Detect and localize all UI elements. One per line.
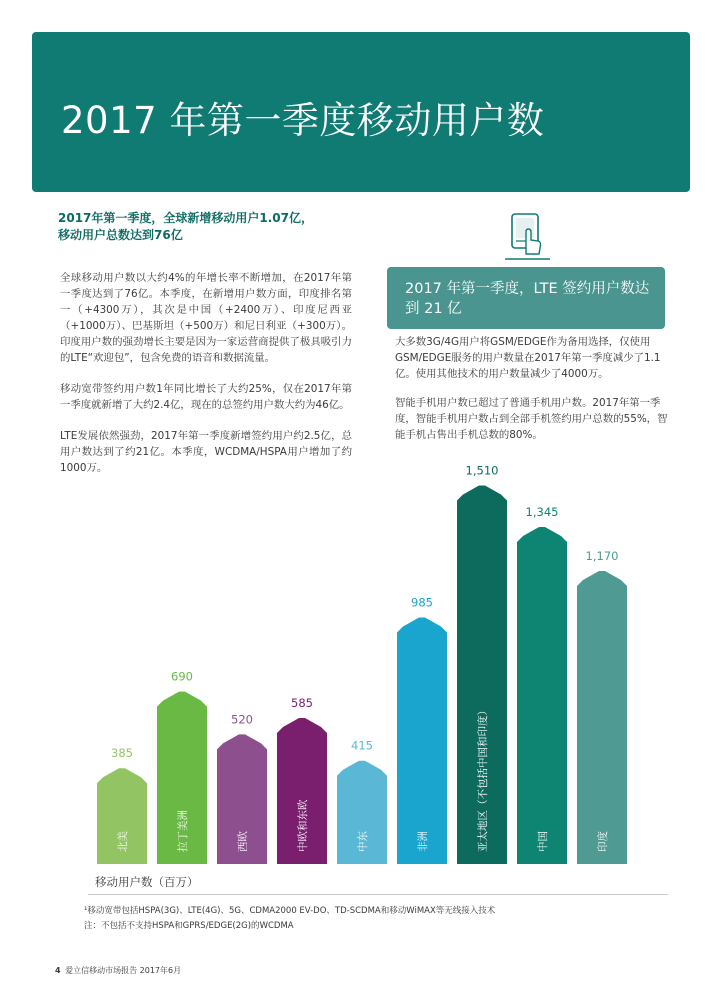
bar-value-label: 415 bbox=[351, 738, 373, 753]
bar bbox=[397, 617, 447, 864]
bar-value-label: 690 bbox=[171, 669, 193, 684]
bar-value-label: 1,170 bbox=[585, 548, 619, 563]
category-label: 北美 bbox=[117, 831, 129, 852]
lead-line-2: 移动用户总数达到76亿 bbox=[58, 228, 183, 242]
bar-value-label: 1,510 bbox=[465, 463, 499, 478]
category-label: 中东 bbox=[357, 831, 369, 852]
chart-axis-label: 移动用户数（百万） bbox=[95, 875, 199, 889]
lte-highlight-title: 2017 年第一季度，LTE 签约用户数达到 21 亿 bbox=[405, 281, 650, 317]
category-label: 印度 bbox=[597, 831, 609, 852]
category-label: 西欧 bbox=[237, 831, 249, 852]
bar-value-label: 985 bbox=[411, 595, 433, 610]
bar-value-label: 385 bbox=[111, 746, 133, 761]
page-number: 4 bbox=[55, 966, 61, 975]
sidebar-paragraph: 智能手机用户数已超过了普通手机用户数。2017年第一季度，智能手机用户数占到全部手机签约用户总数的55%，智能手机占售出手机总数的80%。 bbox=[395, 397, 668, 441]
sidebar-paragraph: 大多数3G/4G用户将GSM/EDGE作为备用选择，仅使用GSM/EDGE服务的用户数量在2017年第一季度减少了1.1亿。使用其他技术的用户数量减少了4000万。 bbox=[395, 336, 661, 380]
page-footer bbox=[55, 965, 181, 976]
lead-line-1: 2017年第一季度，全球新增移动用户1.07亿， bbox=[58, 211, 314, 225]
page-title: 2017 年第一季度移动用户数 bbox=[61, 99, 545, 142]
body-paragraph: 移动宽带签约用户数1年同比增长了大约25%，仅在2017年第一季度就新增了大约2.4亿，现在的总签约用户数大约为46亿。 bbox=[60, 383, 352, 411]
category-label: 非洲 bbox=[417, 831, 429, 852]
category-label: 亚太地区（不包括中国和印度） bbox=[477, 705, 489, 852]
bar-value-label: 520 bbox=[231, 712, 253, 727]
bar-value-label: 1,345 bbox=[525, 505, 559, 520]
body-paragraph: LTE发展依然强劲，2017年第一季度新增签约用户约2.5亿，总用户数达到了约21亿。本季度，WCDMA/HSPA用户增加了约1000万。 bbox=[60, 430, 352, 474]
category-label: 中国 bbox=[537, 831, 549, 852]
category-label: 中欧和东欧 bbox=[297, 799, 309, 852]
bar-value-label: 585 bbox=[291, 695, 313, 710]
footnote-1: ¹移动宽带包括HSPA(3G)、LTE(4G)、5G、CDMA2000 EV-DO、TD-SCDMA和移动WiMAX等无线接入技术 bbox=[84, 906, 496, 916]
bar bbox=[517, 527, 567, 864]
footer-text: 爱立信移动市场报告 2017年6月 bbox=[65, 966, 182, 975]
category-label: 拉丁美洲 bbox=[177, 810, 189, 852]
footnote-divider bbox=[88, 894, 668, 895]
footnotes bbox=[84, 904, 495, 934]
body-paragraph: 全球移动用户数以大约4%的年增长率不断增加，在2017年第一季度达到了76亿。本季度，在新增用户数方面，印度排名第一（+4300万），其次是中国（+2400万）、印度尼西亚（+1000万）、巴基斯坦（+500万）和尼日利亚（+300万）。印度用户数的强劲增长主要是因为一家运营商提供了极具吸引力的LTE“欢迎包”，包含免费的语音和数据流量。 bbox=[60, 272, 352, 364]
bar bbox=[577, 571, 627, 864]
footnote-2: 注：不包括不支持HSPA和GPRS/EDGE(2G)的WCDMA bbox=[84, 921, 294, 931]
